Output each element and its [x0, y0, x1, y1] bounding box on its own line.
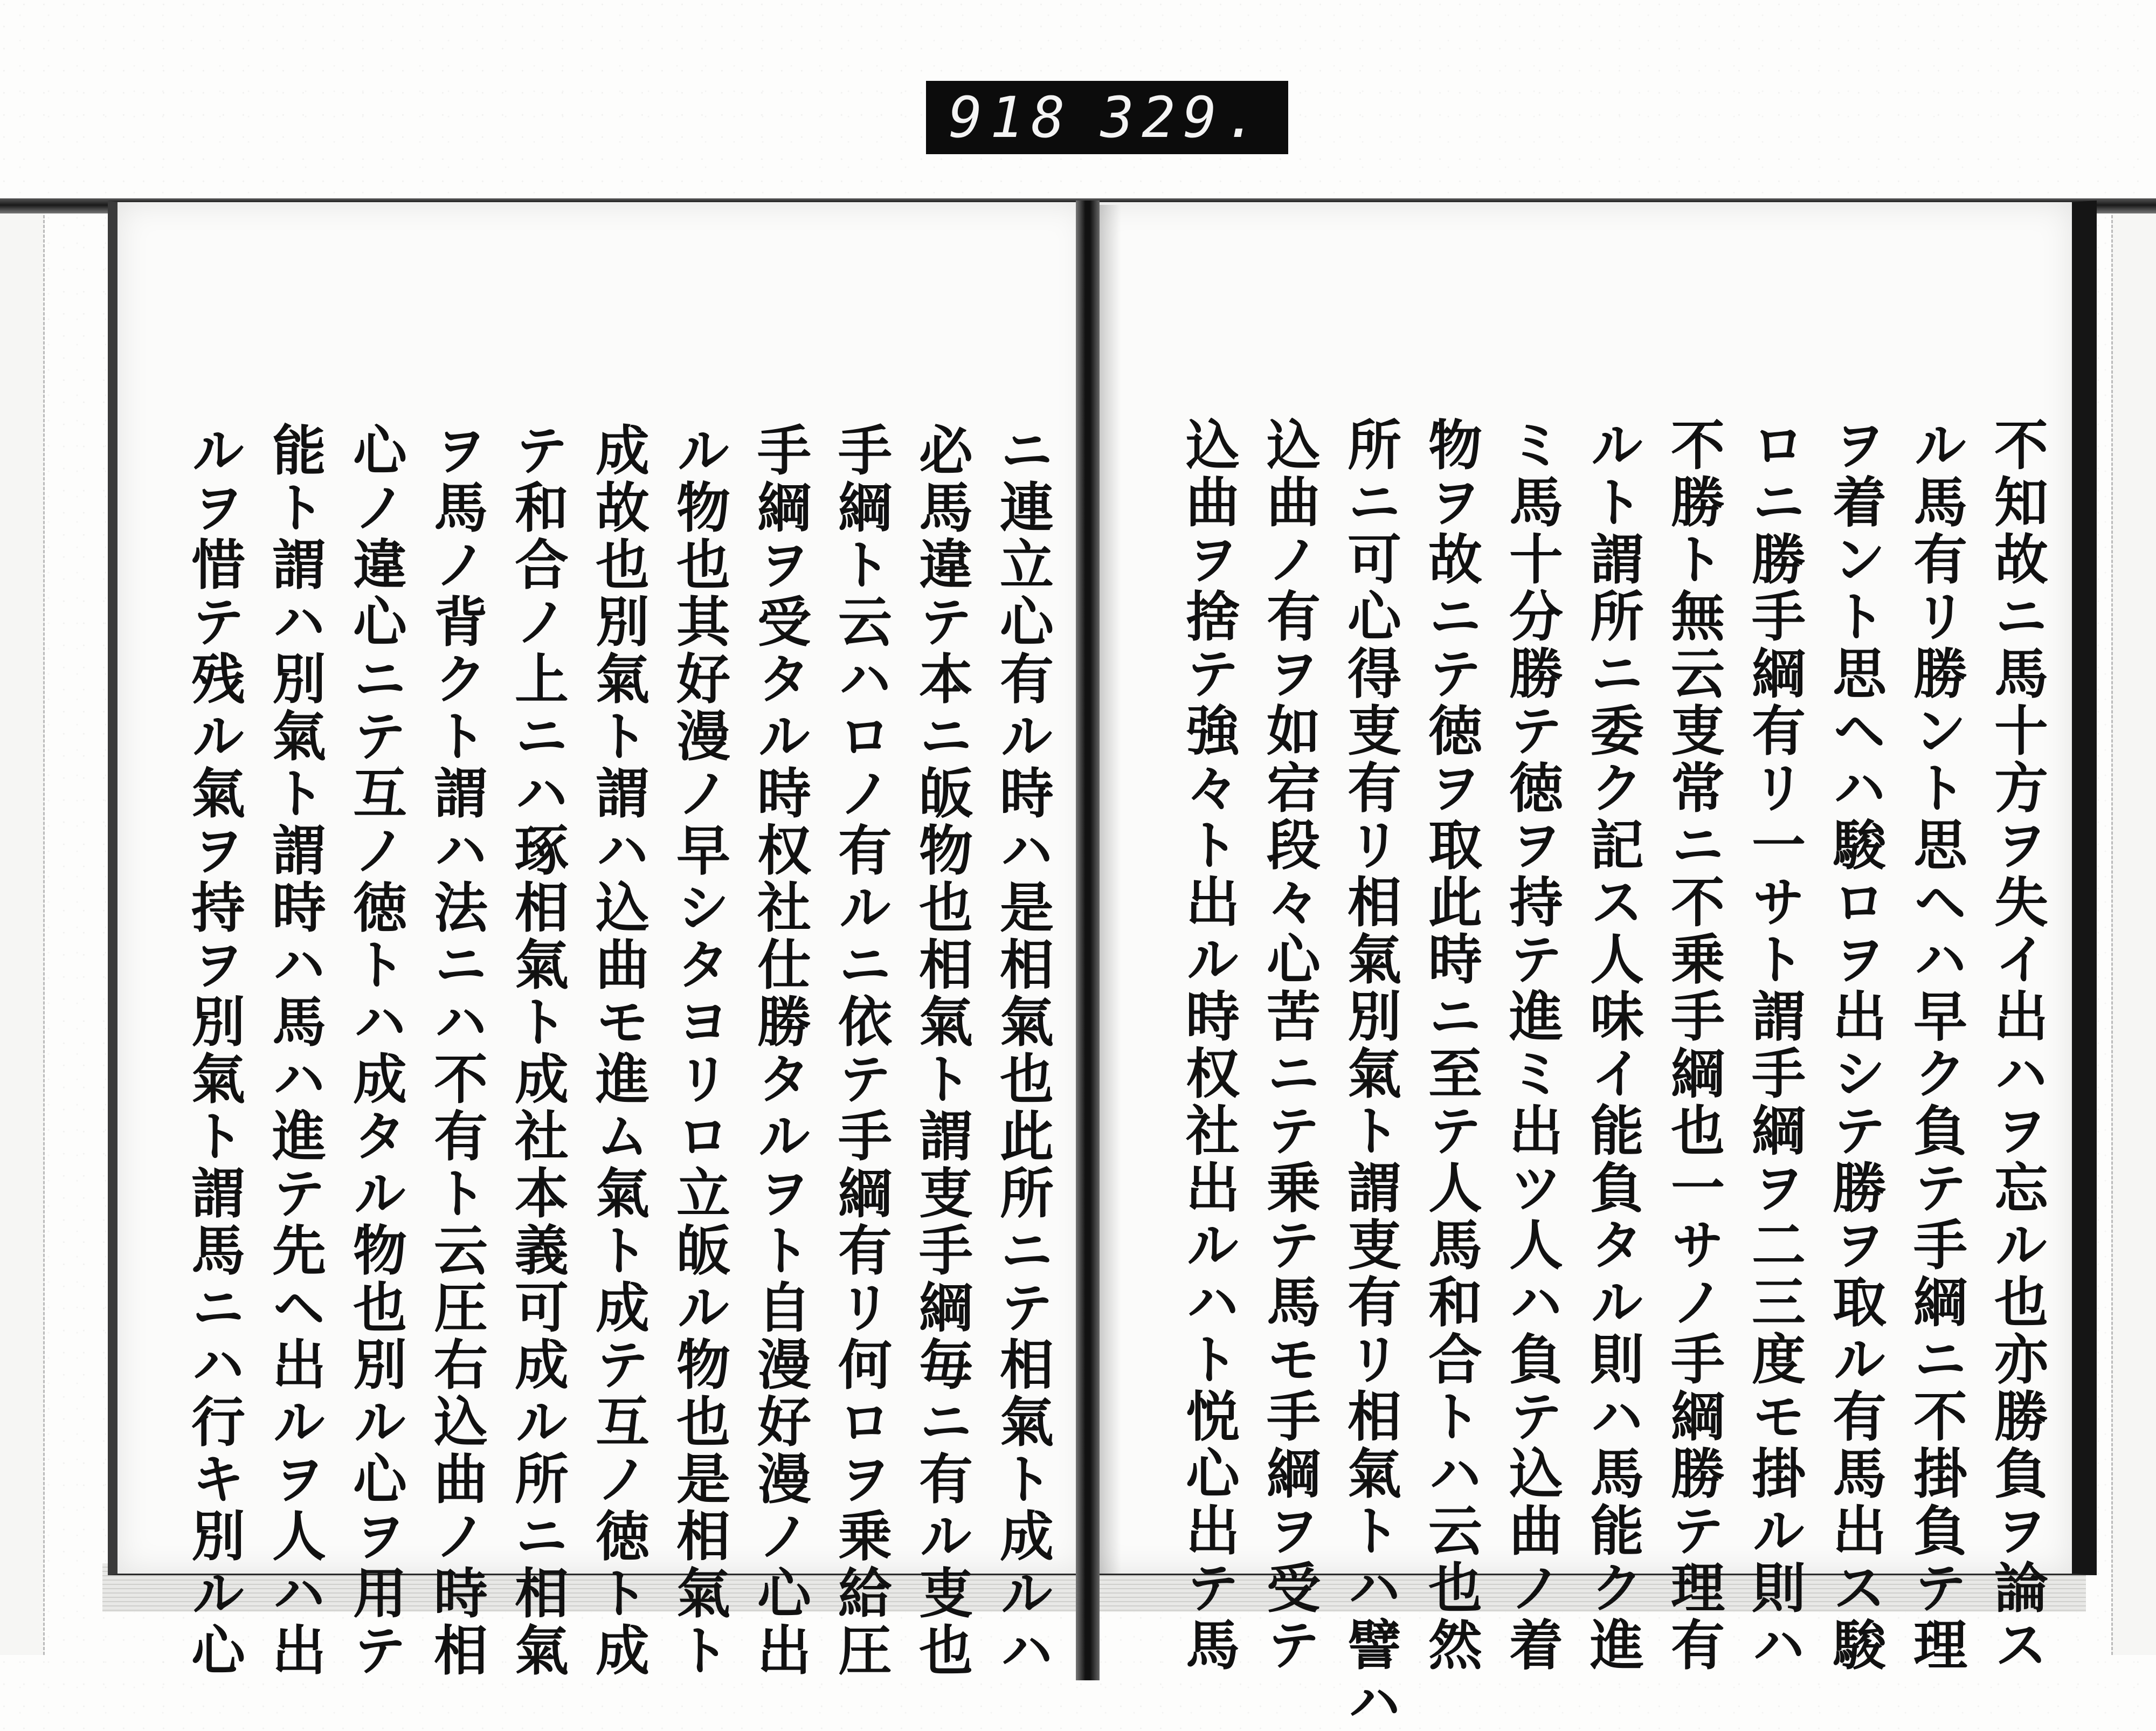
text-column: 必馬違テ本ニ皈物也相氣ト謂叓手綱毎ニ有ル叓也	[910, 422, 973, 1679]
text-column: 心ノ違心ニテ互ノ徳トハ成タル物也別ル心ヲ用テ	[344, 422, 407, 1679]
text-column: 物ヲ故ニテ徳ヲ取此時ニ至テ人馬和合トハ云也然	[1419, 417, 1483, 1674]
text-column: ミ馬十分勝テ徳ヲ持テ進ミ出ツ人ハ負テ込曲ノ着	[1500, 417, 1564, 1674]
text-column: ル物也其好漫ノ早シタヨリロ立皈ル物也是相氣ト	[667, 422, 731, 1679]
text-column: 込曲ノ有ヲ如宕段々心苦ニテ乗テ馬モ手綱ヲ受テ	[1257, 417, 1321, 1674]
text-column: 能ト謂ハ別氣ト謂時ハ馬ハ進テ先ヘ出ルヲ人ハ出	[263, 422, 327, 1679]
text-column: 所ニ可心得叓有リ相氣別氣ト謂叓有リ相氣トハ譬ハ	[1338, 417, 1402, 1731]
text-column: ヲ馬ノ背クト謂ハ法ニハ不有ト云圧右込曲ノ時相	[425, 422, 488, 1679]
text-column: テ和合ノ上ニハ琢相氣ト成社本義可成ル所ニ相氣	[506, 422, 569, 1679]
back-page-edge-right	[2111, 210, 2156, 1655]
text-column: 手綱ヲ受タル時权社仕勝タルヲト自漫好漫ノ心出	[748, 422, 812, 1679]
text-column: ル馬有リ勝ント思ヘハ早ク負テ手綱ニ不掛負テ理	[1904, 417, 1968, 1674]
text-column: 不勝ト無云叓常ニ不乗手綱也一サノ手綱勝テ理有	[1662, 417, 1725, 1674]
text-column: ルト謂所ニ委ク記ス人味イ能負タル則ハ馬能ク進	[1581, 417, 1644, 1674]
text-column: ロニ勝手綱有リ一サト謂手綱ヲ二三度モ掛ル則ハ	[1743, 417, 1806, 1674]
back-page-edge-left	[0, 210, 45, 1655]
text-column: ヲ着ント思ヘハ駿ロヲ出シテ勝ヲ取ル有馬出ス駿	[1823, 417, 1887, 1674]
text-column: 手綱ト云ハロノ有ルニ依テ手綱有リ何ロヲ乗給圧	[829, 422, 893, 1679]
catalog-number-left: 918	[949, 85, 1073, 150]
left-page-text	[160, 202, 1054, 1679]
right-page-text	[1155, 202, 2049, 1731]
text-column: 込曲ヲ捨テ強々ト出ル時权社出ルハト悦心出テ馬	[1177, 417, 1240, 1674]
catalog-number-right: 329.	[1100, 85, 1266, 150]
text-column: ルヲ惜テ残ル氣ヲ持ヲ別氣ト謂馬ニハ行キ別ル心	[182, 422, 246, 1679]
left-page	[108, 201, 1089, 1679]
catalog-label	[926, 81, 1288, 154]
text-column: ニ連立心有ル時ハ是相氣也此所ニテ相氣ト成ルハ	[991, 422, 1054, 1679]
book-spine	[1076, 201, 1100, 1680]
right-page	[1083, 201, 2097, 1731]
text-column: 成故也別氣ト謂ハ込曲モ進ム氣ト成テ互ノ徳ト成	[586, 422, 650, 1679]
gutter-shadow	[1100, 205, 1121, 1574]
text-column: 不知故ニ馬十方ヲ失イ出ハヲ忘ル也亦勝負ヲ論ス	[1985, 417, 2049, 1674]
